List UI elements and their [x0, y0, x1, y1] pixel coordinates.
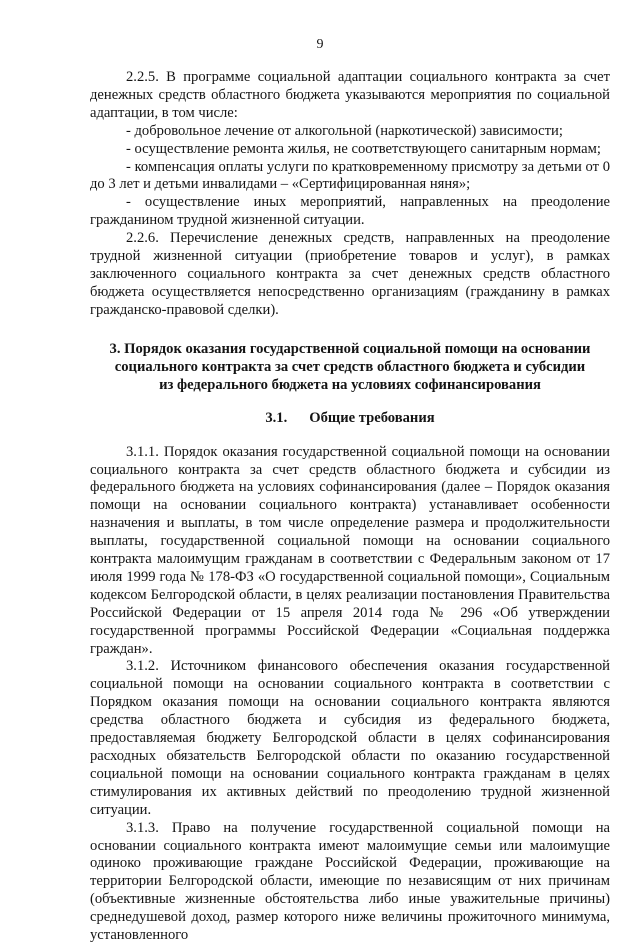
list-item: - осуществление иных мероприятий, направленных на преодоление гражданином трудной жизненной ситуации. [90, 194, 610, 229]
paragraph-3-1-1: 3.1.1. Порядок оказания государственной социальной помощи на основании социального контракта за счет средств областного бюджета и субсидии из федерального бюджета на условиях софинансирования (далее – Порядок оказания помощи на основании социального контракта) устанавливает особенности назначения и выплаты, в том числе определение размера и продолжительности выплаты, государственной социальной помощи на основании социального контракта малоимущим гражданам в соответствии с Федеральным законом от 17 июля 1999 года № 178-ФЗ «О государственной социальной помощи», Социальным кодексом Белгородской области, в целях реализации постановления Правительства Российской Федерации от 15 апреля 2014 года № 296 «Об утверждении государственной программы Российской Федерации «Социальная поддержка граждан». [90, 443, 610, 657]
paragraph-3-1-2: 3.1.2. Источником финансового обеспечения оказания государственной социальной помощи на основании социального контракта в соответствии с Порядком оказания помощи на основании социального контракта являются средства областного бюджета и субсидия из федерального бюджета, предоставляемая бюджету Белгородской области в целях софинансирования расходных обязательств Белгородской области по оказанию государственной социальной помощи на основании социального контракта гражданам в целях стимулирования их активных действий по преодолению трудной жизненной ситуации. [90, 658, 610, 818]
subsection-3-1-title [90, 410, 610, 428]
subsection-number: 3.1. [265, 409, 288, 426]
section-3-heading [90, 340, 610, 394]
page-number: 9 [316, 37, 324, 52]
heading-line: из федерального бюджета на условиях софинансирования [159, 376, 541, 393]
spacer [90, 320, 610, 340]
paragraph-2-2-5: 2.2.5. В программе социальной адаптации социального контракта за счет денежных средств областного бюджета указываются мероприятия по социальной адаптации, в том числе: [90, 69, 610, 121]
heading-line: 3. Порядок оказания государственной социальной помощи на основании [109, 340, 591, 357]
spacer [90, 428, 610, 444]
spacer [90, 394, 610, 410]
list-item: - добровольное лечение от алкогольной (наркотической) зависимости; [126, 122, 563, 139]
paragraph-3-1-3: 3.1.3. Право на получение государственной социальной помощи на основании социального контракта имеют малоимущие семьи или малоимущие одиноко проживающие граждане Российской Федерации, проживающие на территории Белгородской области, имеющие по независящим от них причинам (объективные жизненные обстоятельства либо иные уважительные причины) среднедушевой доход, размер которого ниже величины прожиточного минимума, установленного [90, 819, 610, 944]
document-body [90, 69, 610, 945]
list-item: - осуществление ремонта жилья, не соответствующего санитарным нормам; [126, 140, 601, 157]
list-item: - компенсация оплаты услуги по кратковременному присмотру за детьми от 0 до 3 лет и детьми инвалидами – «Сертифицированная няня»; [90, 158, 610, 193]
heading-line: социального контракта за счет средств областного бюджета и субсидии [114, 358, 586, 375]
subsection-title: Общие требования [309, 409, 435, 426]
paragraph-2-2-6: 2.2.6. Перечисление денежных средств, направленных на преодоление трудной жизненной ситуации (приобретение товаров и услуг), в рамках заключенного социального контракта за счет денежных средств областного бюджета осуществляется непосредственно организациям (гражданину в рамках гражданско-правовой сделки). [90, 230, 610, 318]
